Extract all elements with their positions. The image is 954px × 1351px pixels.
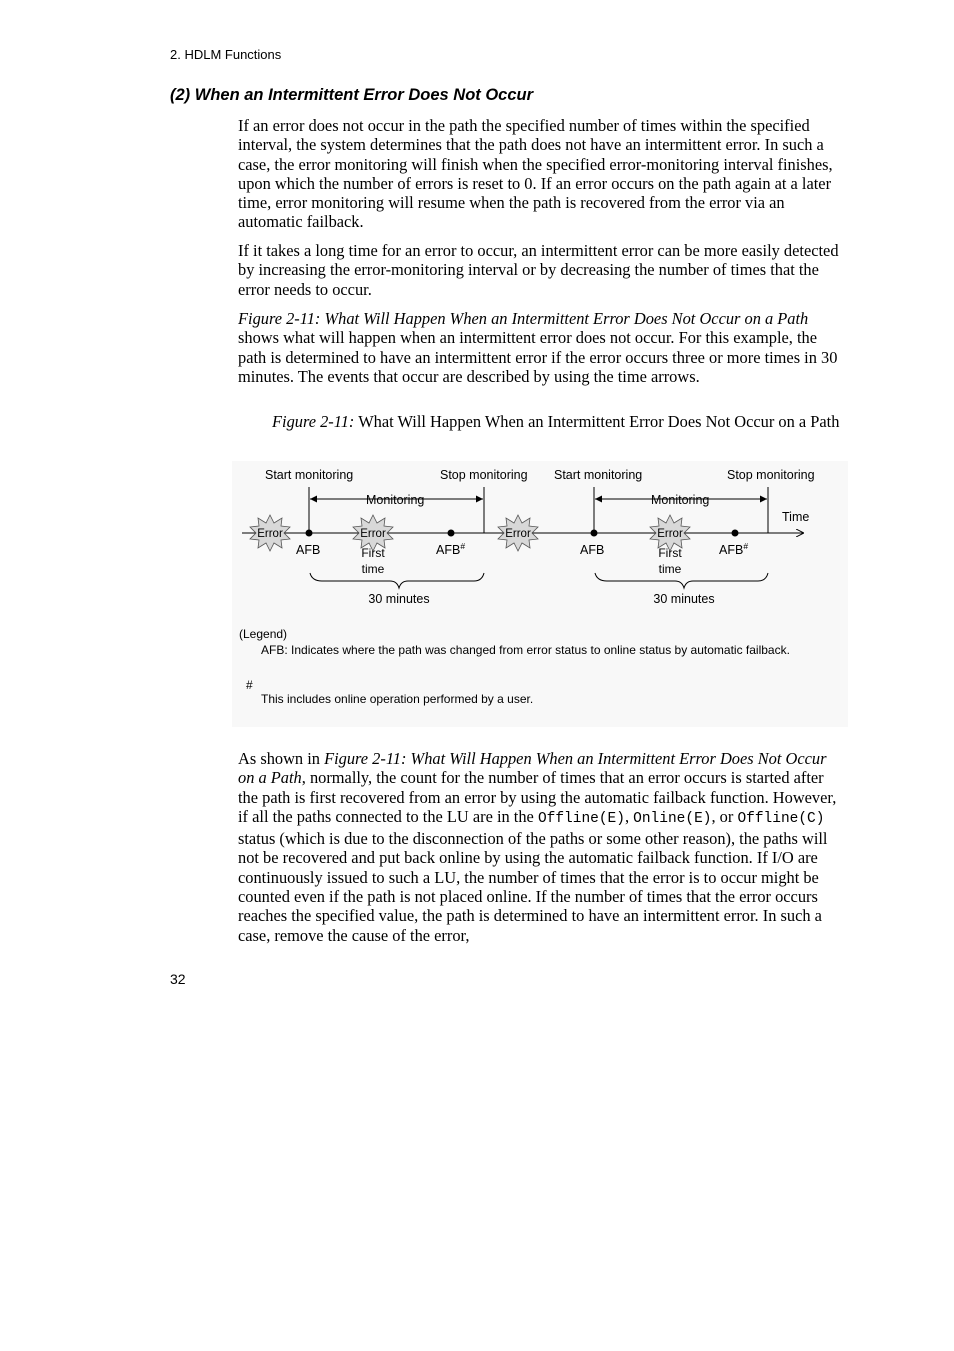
afb-dot-2 [591,530,598,537]
paragraph-4-part-2: , normally, the count for the number of times that an error occurs is started after the path is first recovered from an error by using the automatic failback function. However, if all the paths connected to the LU are in the [238,768,837,826]
brace-1 [310,573,484,588]
brace-2 [595,573,768,588]
paragraph-4-part-4: , or [711,806,738,826]
afb-hash-dot-1 [448,530,455,537]
paragraph-4-part-3: , [624,806,634,826]
timeline-figure [232,461,848,727]
legend-title: (Legend) [239,627,288,641]
section-heading: (2) When an Intermittent Error Does Not Occur [170,86,534,104]
start-monitoring-label-2: Start monitoring [554,468,643,482]
time-label: Time [782,510,810,524]
figure-reference-2[interactable]: Figure 2-11: What Will Happen When an Intermittent Error Does Not Occur on a Path [238,749,827,788]
timeline-diagram [232,461,848,727]
error-label-4: Error [657,528,683,540]
afb-hash-dot-2 [732,530,739,537]
monitoring-label-2: Monitoring [651,493,710,507]
legend-afb: AFB: Indicates where the path was changed from error status to online status by automatic failback. [261,643,790,657]
afb-hash-label-2 [719,541,748,557]
paragraph-1: If an error does not occur in the path the specified number of times within the specified interval, the system determines that the path does not have an intermittent error. In such a case, the error monitoring will finish when the specified error-monitoring interval finishes, upon which the number of errors is reset to 0. If an error occurs on the path again at a later time, error monitoring will resume when the path is recovered from the error via an automatic failback. [238,116,833,232]
stop-monitoring-label-2: Stop monitoring [727,468,815,482]
paragraph-3 [238,309,842,386]
note-mark: # [246,678,253,692]
afb-label-2: AFB [580,543,605,557]
error-label-2: Error [360,528,386,540]
paragraph-4-part-5: status (which is due to the disconnection of the paths or some other reason), the paths will not be recovered and put back online by using the automatic failback function. If I/O are continuously issued to such a LU, the number of times that the error is to occur might be counted even if the path is not placed online. If the number of times that the error occurs reaches the specified value, the path is determined to have an intermittent error. In such a case, remove the cause of the error, [238,829,828,945]
status-offline-c: Offline(C) [737,810,825,827]
paragraph-4-part-1: As shown in [238,749,325,768]
paragraph-4 [238,749,842,945]
running-head: 2. HDLM Functions [170,47,282,62]
stop-monitoring-label-1: Stop monitoring [440,468,528,482]
afb-label-1: AFB [296,543,321,557]
page-number: 32 [170,971,186,987]
monitoring-label-1: Monitoring [366,493,425,507]
start-monitoring-label-1: Start monitoring [265,468,354,482]
afb-hash-sup-1: # [460,541,466,551]
note-text: This includes online operation performed by a user. [261,692,534,706]
error-burst-3 [498,515,538,551]
figure-caption-title: What Will Happen When an Intermittent Error Does Not Occur on a Path [354,412,840,431]
first-label-2: First [658,546,682,560]
paragraph-3-text: shows what will happen when an intermittent error does not occur. For this example, the path is determined to have an intermittent error if the error occurs three or more times in 30 minutes. The events that occur are described by using the time arrows. [238,328,838,386]
figure-reference[interactable]: Figure 2-11: What Will Happen When an Intermittent Error Does Not Occur on a Path [238,309,809,328]
afb-hash-label-2-text: AFB [719,543,744,557]
status-offline-e: Offline(E) [537,810,625,827]
afb-dot-1 [306,530,313,537]
thirty-minutes-label-2: 30 minutes [653,592,715,606]
error-label-3: Error [505,528,531,540]
first-label-1: First [361,546,385,560]
figure-caption [272,412,842,432]
time-word-label-1: time [361,562,385,576]
error-burst-1 [250,515,290,551]
status-online-e: Online(E) [633,810,712,827]
paragraph-2: If it takes a long time for an error to occur, an intermittent error can be more easily detected by increasing the error-monitoring interval or by decreasing the number of times that the error needs to occur. [238,241,839,299]
error-label-1: Error [257,528,283,540]
figure-caption-label: Figure 2-11: [272,412,355,431]
afb-hash-label-1-text: AFB [436,543,461,557]
afb-hash-label-1 [436,541,465,557]
time-word-label-2: time [658,562,682,576]
afb-hash-sup-2: # [743,541,749,551]
thirty-minutes-label-1: 30 minutes [368,592,430,606]
